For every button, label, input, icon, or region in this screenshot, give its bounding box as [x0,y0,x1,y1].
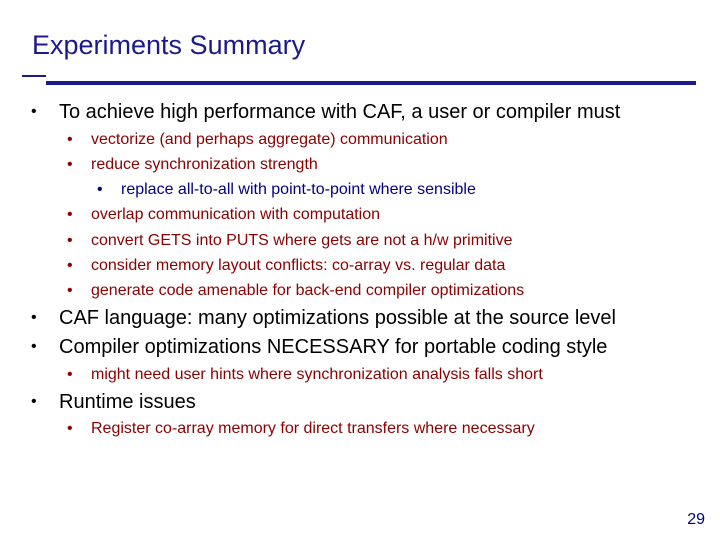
bullet-icon: • [67,156,73,173]
list-item [31,391,196,414]
list-item [97,181,476,199]
title-underline [46,81,696,85]
bullet-icon: • [31,393,37,410]
list-item-text: Register co-array memory for direct transfers where necessary [91,420,535,437]
bullet-icon: • [67,206,73,223]
bullet-icon: • [31,338,37,355]
bullet-icon: • [67,257,73,274]
list-item [31,101,621,124]
list-item [67,232,513,250]
slide-title: Experiments Summary [32,30,306,60]
bullet-icon: • [31,309,37,326]
list-item-text: vectorize (and perhaps aggregate) communication [91,131,448,148]
list-item [67,420,535,438]
bullet-icon: • [67,420,73,437]
list-item [67,131,448,149]
list-item [67,156,318,174]
list-item [31,307,616,330]
list-item-text: Compiler optimizations NECESSARY for portable coding style [59,336,608,358]
title-underline-short [22,75,46,77]
list-item-text: consider memory layout conflicts: co-array vs. regular data [91,257,506,274]
list-item-text: generate code amenable for back-end compiler optimizations [91,282,525,299]
list-item-text: To achieve high performance with CAF, a user or compiler must [59,101,621,123]
bullet-icon: • [67,366,73,383]
list-item-text: convert GETS into PUTS where gets are not a h/w primitive [91,232,513,249]
bullet-icon: • [67,282,73,299]
list-item [67,206,381,224]
bullet-icon: • [67,131,73,148]
list-item-text: Runtime issues [59,391,196,413]
list-item [67,282,525,300]
list-item-text: CAF language: many optimizations possible at the source level [59,307,616,329]
list-item [31,336,608,359]
list-item [67,366,543,384]
list-item-text: reduce synchronization strength [91,156,318,173]
page-number: 29 [687,511,705,528]
list-item-text: overlap communication with computation [91,206,381,223]
list-item-text: replace all-to-all with point-to-point where sensible [121,181,476,198]
list-item-text: might need user hints where synchronization analysis falls short [91,366,543,383]
bullet-icon: • [97,181,103,198]
bullet-icon: • [31,103,37,120]
list-item [67,257,506,275]
bullet-icon: • [67,232,73,249]
